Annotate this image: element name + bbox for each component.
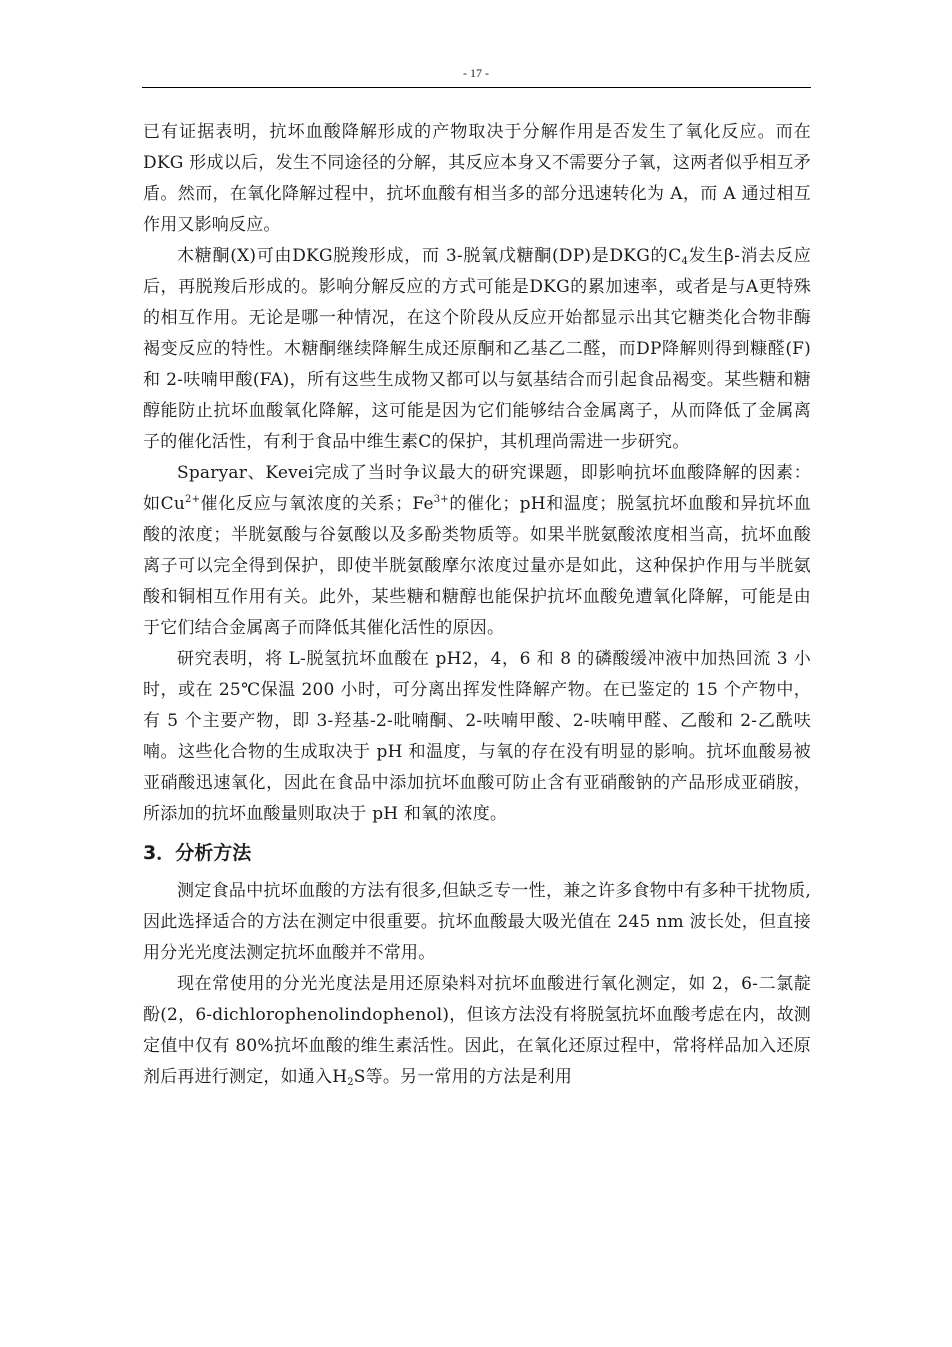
subscript-2: 2 [347, 1077, 354, 1088]
paragraph-2-part-a: 木糖酮(X)可由DKG脱羧形成，而 3-脱氧戊糖酮(DP)是DKG的C [177, 246, 682, 266]
page-number: - 17 - [463, 66, 489, 80]
section-paragraph-2-part-b: S等。另一常用的方法是利用 [353, 1067, 573, 1087]
paragraph-3-part-b: 催化反应与氧浓度的关系；Fe [200, 494, 434, 514]
body-text [143, 117, 811, 1093]
section-heading: 3．分析方法 [143, 842, 252, 864]
superscript-cu: 2+ [185, 494, 201, 505]
paragraph-3-part-a: Sparyar、Kevei完成了当时争议最大的研究课题，即影响抗坏血酸降解的因素：如Cu [143, 463, 811, 514]
section-paragraph-2-part-a: 现在常使用的分光光度法是用还原染料对抗坏血酸进行氧化测定，如 2，6-二氯靛酚(2，6-dichlorophenolindophenol)，但该方法没有将脱氢抗坏血酸考虑在内，故测定值中仅有 80%抗坏血酸的维生素活性。因此，在氧化还原过程中，常将样品加入还原剂后再进行测定，如通入H [143, 974, 811, 1087]
superscript-fe: 3+ [433, 494, 449, 505]
paragraph-2-part-b: 发生β-消去反应后，再脱羧后形成的。影响分解反应的方式可能是DKG的累加速率，或者是与A更特殊的相互作用。无论是哪一种情况，在这个阶段从反应开始都显示出其它糖类化合物非酶褐变反应的特性。木糖酮继续降解生成还原酮和乙基乙二醛，而DP降解则得到糠醛(F) 和 2-呋喃甲酸(FA)，所有这些生成物又都可以与氨基结合而引起食品褐变。某些糖和糖醇能防止抗坏血酸氧化降解，这可能是因为它们能够结合金属离子，从而降低了金属离子的催化活性，有利于食品中维生素C的保护，其机理尚需进一步研究。 [143, 246, 811, 452]
paragraph-2 [143, 241, 811, 458]
header-rule [142, 87, 811, 88]
section-paragraph-2 [143, 969, 811, 1093]
paragraph-4: 研究表明，将 L-脱氢抗坏血酸在 pH2，4，6 和 8 的磷酸缓冲液中加热回流 3 小时，或在 25℃保温 200 小时，可分离出挥发性降解产物。在已鉴定的 15 个产物中，有 5 个主要产物，即 3-羟基-2-吡喃酮、2-呋喃甲酸、2-呋喃甲醛、乙酸和 2-乙酰呋喃。这些化合物的生成取决于 pH 和温度，与氧的存在没有明显的影响。抗坏血酸易被亚硝酸迅速氧化，因此在食品中添加抗坏血酸可防止含有亚硝酸钠的产品形成亚硝胺，所添加的抗坏血酸量则取决于 pH 和氧的浓度。 [143, 649, 811, 824]
section-paragraph-1: 测定食品中抗坏血酸的方法有很多,但缺乏专一性，兼之许多食物中有多种干扰物质,因此选择适合的方法在测定中很重要。抗坏血酸最大吸光值在 245 nm 波长处，但直接用分光光度法测定抗坏血酸并不常用。 [143, 881, 811, 963]
paragraph-3 [143, 458, 811, 644]
paragraph-3-part-c: 的催化；pH和温度；脱氢抗坏血酸和异抗坏血酸的浓度；半胱氨酸与谷氨酸以及多酚类物质等。如果半胱氨酸浓度相当高，抗坏血酸离子可以完全得到保护，即使半胱氨酸摩尔浓度过量亦是如此，这种保护作用与半胱氨酸和铜相互作用有关。此外，某些糖和糖醇也能保护抗坏血酸免遭氧化降解，可能是由于它们结合金属离子而降低其催化活性的原因。 [143, 494, 811, 638]
paragraph-1: 已有证据表明，抗坏血酸降解形成的产物取决于分解作用是否发生了氧化反应。而在 DKG 形成以后，发生不同途径的分解，其反应本身又不需要分子氧，这两者似乎相互矛盾。然而，在氧化降解过程中，抗坏血酸有相当多的部分迅速转化为 A，而 A 通过相互作用又影响反应。 [143, 122, 811, 235]
subscript-4: 4 [681, 256, 689, 267]
